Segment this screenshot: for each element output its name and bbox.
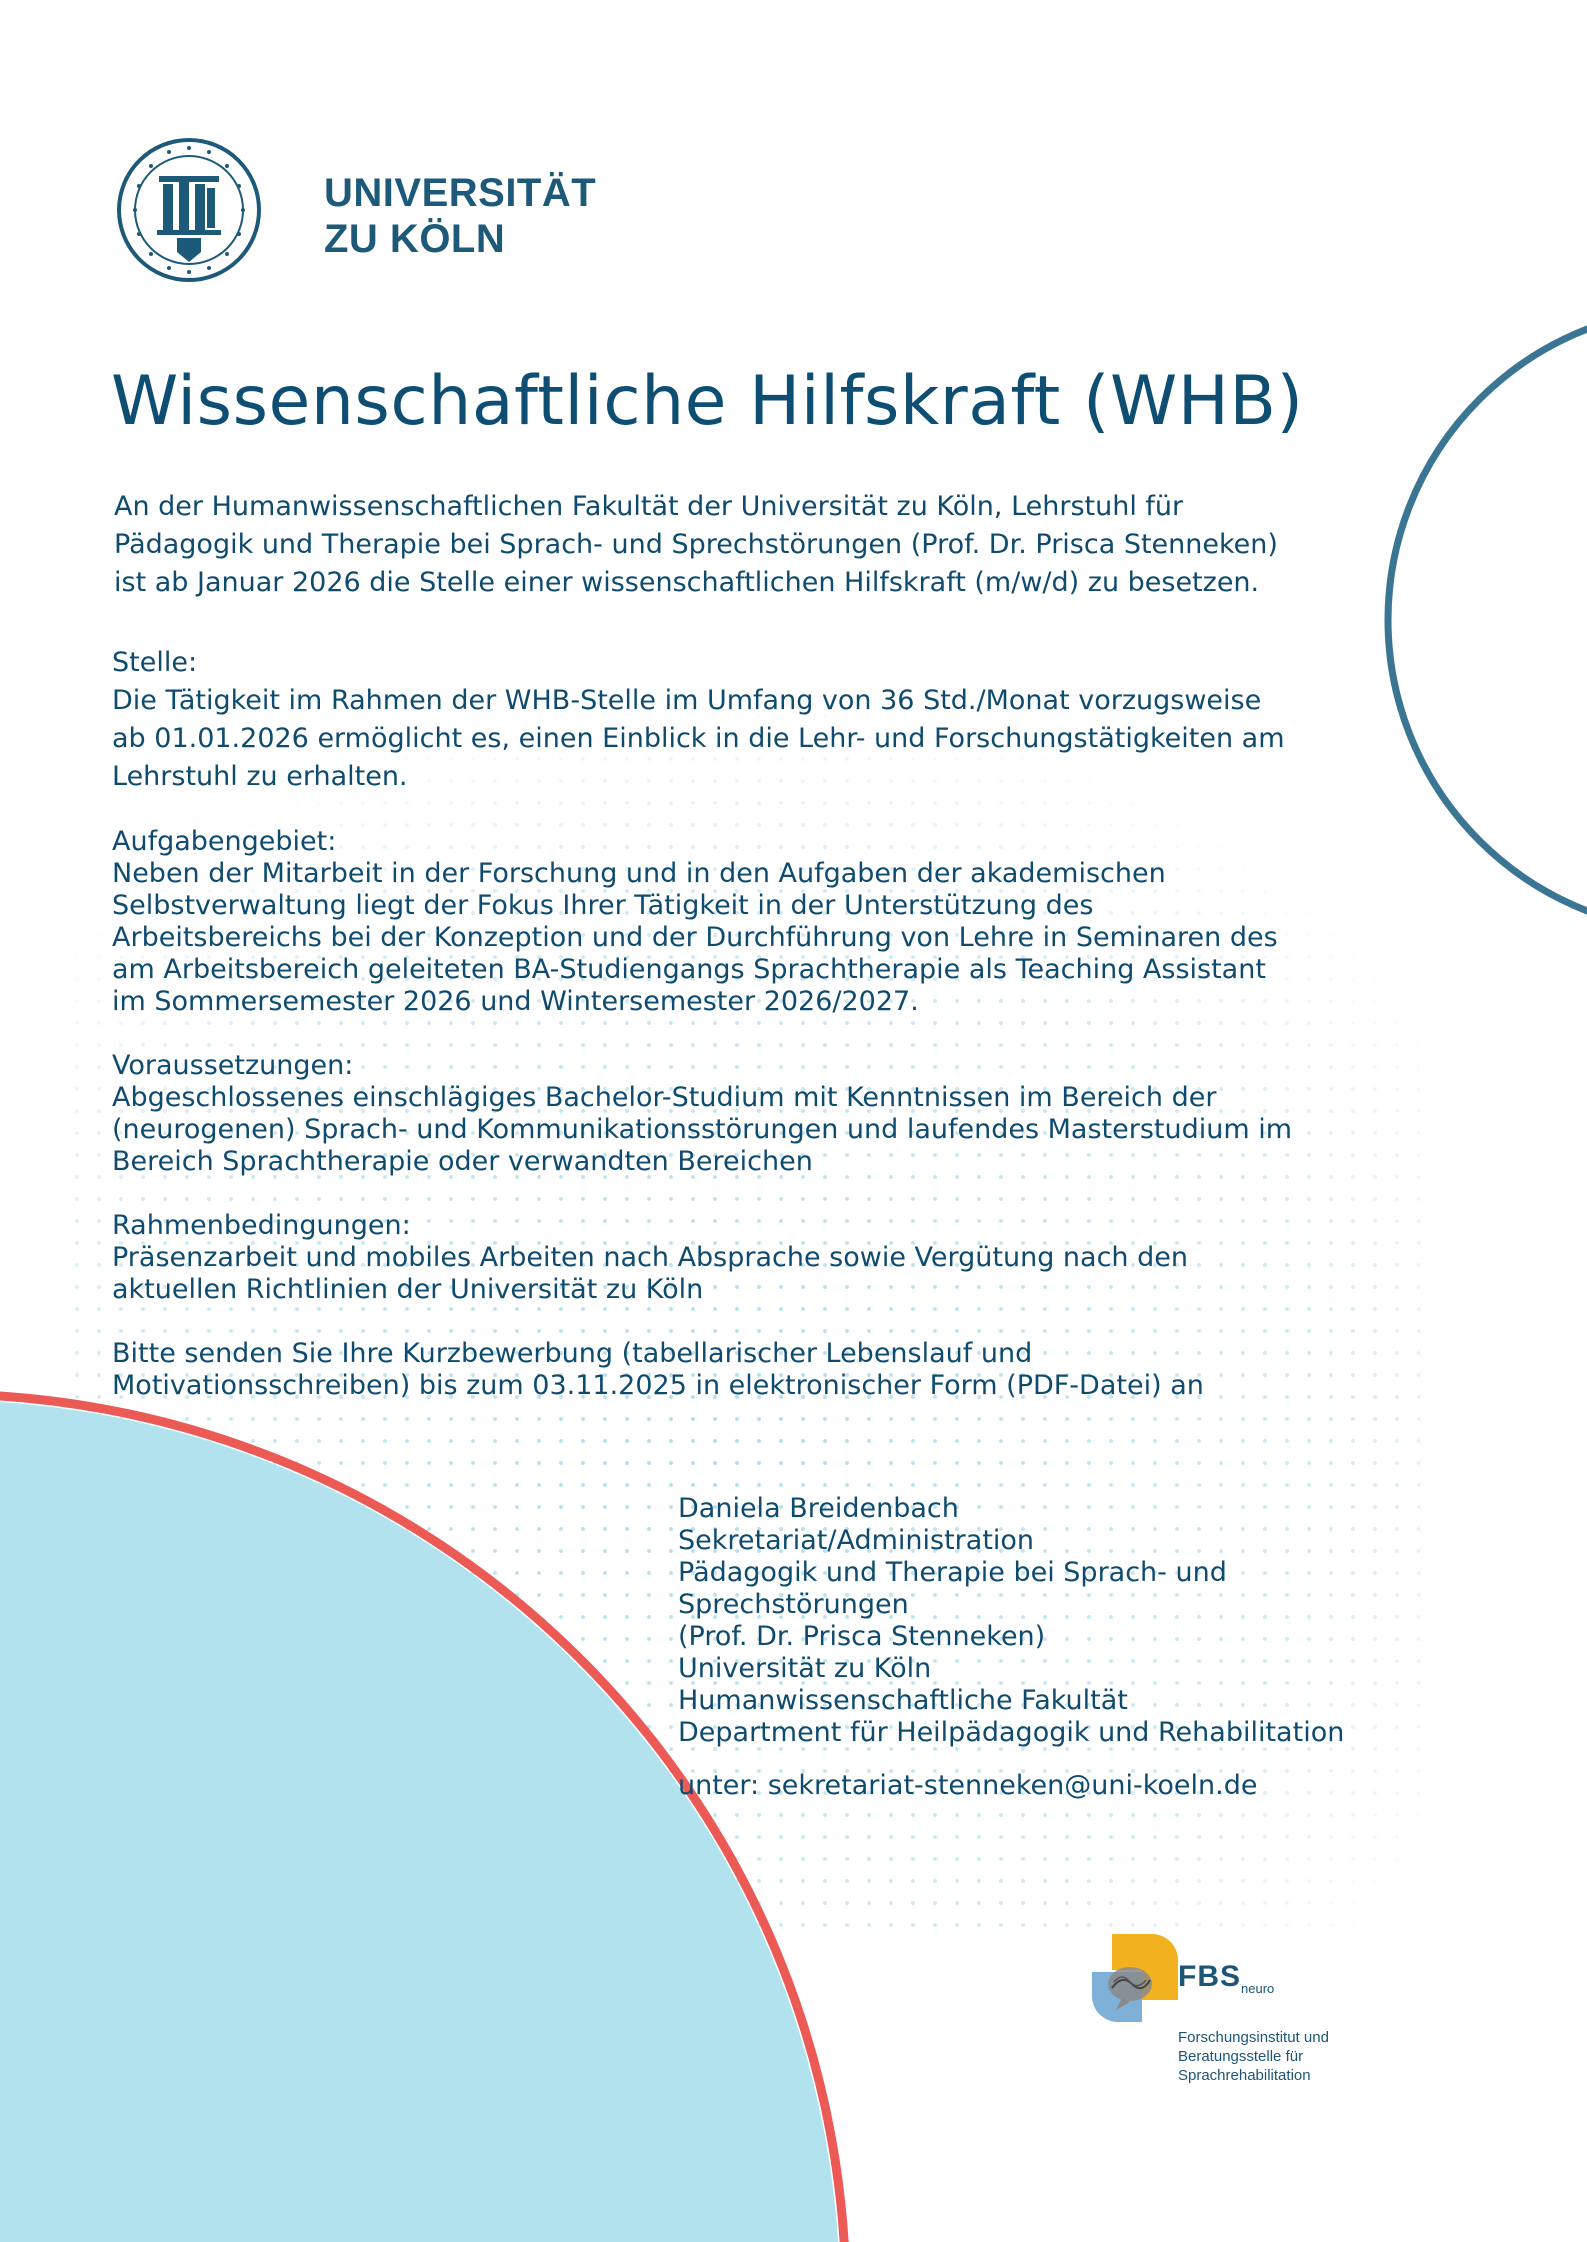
signature-line: Pädagogik und Therapie bei Sprach- und bbox=[678, 1557, 1227, 1588]
university-name bbox=[324, 170, 596, 262]
section-line: Bitte senden Sie Ihre Kurzbewerbung (tabellarischer Lebenslauf und bbox=[112, 1338, 1033, 1369]
intro-line: Pädagogik und Therapie bei Sprach- und Sprechstörungen (Prof. Dr. Prisca Stenneken) bbox=[114, 529, 1278, 560]
fbs-subtitle-line: Beratungsstelle für bbox=[1178, 2048, 1304, 2065]
contact-email[interactable]: unter: sekretariat-stenneken@uni-koeln.de bbox=[678, 1770, 1258, 1801]
section-line: Die Tätigkeit im Rahmen der WHB-Stelle im Umfang von 36 Std./Monat vorzugsweise bbox=[112, 685, 1262, 716]
intro-paragraph bbox=[114, 488, 1278, 602]
fbs-subtitle-line: Sprachrehabilitation bbox=[1178, 2067, 1311, 2084]
signature-line: Universität zu Köln bbox=[678, 1653, 932, 1684]
signature-line: Daniela Breidenbach bbox=[678, 1493, 959, 1524]
section-heading: Voraussetzungen: bbox=[112, 1050, 354, 1081]
signature-line: Sprechstörungen bbox=[678, 1589, 909, 1620]
section-line: Abgeschlossenes einschlägiges Bachelor-Studium mit Kenntnissen im Bereich der bbox=[112, 1082, 1217, 1113]
fbs-emblem-icon bbox=[1090, 1932, 1180, 2062]
section-line: Arbeitsbereichs bei der Konzeption und der Durchführung von Lehre in Seminaren des bbox=[112, 922, 1278, 953]
university-seal-icon bbox=[117, 120, 261, 300]
section-bewerbung bbox=[112, 1338, 1204, 1402]
fbs-neuro-logo bbox=[1090, 1932, 1370, 2092]
section-line: Lehrstuhl zu erhalten. bbox=[112, 761, 408, 792]
section-aufgabengebiet bbox=[112, 826, 1278, 1018]
section-line: am Arbeitsbereich geleiteten BA-Studiengangs Sprachtherapie als Teaching Assistant bbox=[112, 954, 1266, 985]
section-line: (neurogenen) Sprach- und Kommunikationsstörungen und laufendes Masterstudium im bbox=[112, 1114, 1293, 1145]
fbs-title bbox=[1178, 1960, 1274, 1996]
section-voraussetzungen bbox=[112, 1050, 1292, 1178]
section-line: aktuellen Richtlinien der Universität zu Köln bbox=[112, 1274, 704, 1305]
intro-line: An der Humanwissenschaftlichen Fakultät der Universität zu Köln, Lehrstuhl für bbox=[114, 491, 1184, 522]
section-heading: Aufgabengebiet: bbox=[112, 826, 337, 857]
section-line: Bereich Sprachtherapie oder verwandten Bereichen bbox=[112, 1146, 813, 1177]
page-title: Wissenschaftliche Hilfskraft (WHB) bbox=[111, 362, 1304, 441]
section-rahmenbedingungen bbox=[112, 1210, 1188, 1306]
section-heading: Stelle: bbox=[112, 647, 198, 678]
signature-line: (Prof. Dr. Prisca Stenneken) bbox=[678, 1621, 1046, 1652]
university-name-line2: ZU KÖLN bbox=[324, 217, 506, 261]
section-line: ab 01.01.2026 ermöglicht es, einen Einblick in die Lehr- und Forschungstätigkeiten am bbox=[112, 723, 1285, 754]
section-line: Motivationsschreiben) bis zum 03.11.2025 in elektronischer Form (PDF-Datei) an bbox=[112, 1370, 1204, 1401]
signature-line: Department für Heilpädagogik und Rehabilitation bbox=[678, 1717, 1345, 1748]
section-line: Neben der Mitarbeit in der Forschung und in den Aufgaben der akademischen bbox=[112, 858, 1166, 889]
fbs-suffix: neuro bbox=[1241, 1981, 1275, 1996]
signature-line: Sekretariat/Administration bbox=[678, 1525, 1035, 1556]
intro-line: ist ab Januar 2026 die Stelle einer wissenschaftlichen Hilfskraft (m/w/d) zu besetzen. bbox=[114, 567, 1260, 598]
section-heading: Rahmenbedingungen: bbox=[112, 1210, 411, 1241]
section-line: Selbstverwaltung liegt der Fokus Ihrer Tätigkeit in der Unterstützung des bbox=[112, 890, 1094, 921]
signature-block bbox=[678, 1493, 1344, 1749]
university-name-line1: UNIVERSITÄT bbox=[324, 171, 597, 215]
section-line: Präsenzarbeit und mobiles Arbeiten nach Absprache sowie Vergütung nach den bbox=[112, 1242, 1188, 1273]
section-stelle bbox=[112, 644, 1285, 796]
fbs-subtitle-line: Forschungsinstitut und bbox=[1178, 2029, 1329, 2046]
fbs-subtitle bbox=[1178, 2028, 1329, 2085]
section-line: im Sommersemester 2026 und Wintersemester 2026/2027. bbox=[112, 986, 919, 1017]
signature-line: Humanwissenschaftliche Fakultät bbox=[678, 1685, 1128, 1716]
fbs-title-text: FBS bbox=[1178, 1960, 1241, 1993]
